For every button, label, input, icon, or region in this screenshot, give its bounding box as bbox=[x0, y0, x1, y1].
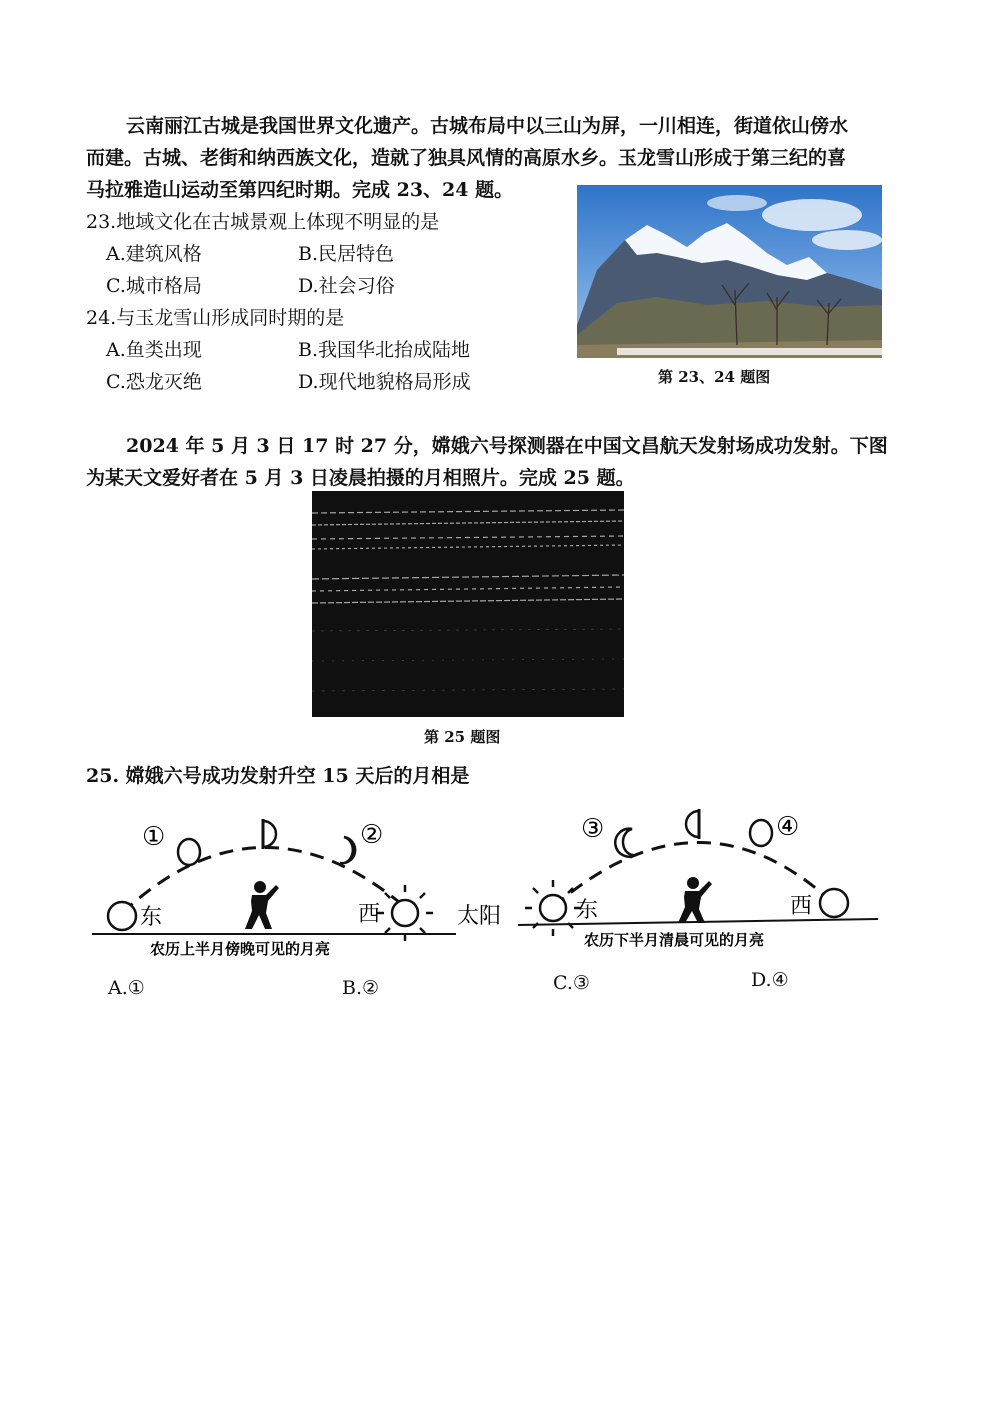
moon-phase-diagram bbox=[0, 795, 992, 1005]
left-caption: 农历上半月傍晚可见的月亮 bbox=[150, 940, 331, 958]
marker-2: ② bbox=[360, 820, 384, 850]
first-quarter-moon-icon bbox=[263, 821, 276, 847]
intro2-line2: 为某天文爱好者在 5 月 3 日凌晨拍摄的月相照片。完成 25 题。 bbox=[86, 467, 635, 489]
right-west-label: 西 bbox=[790, 894, 813, 919]
q23-option-b: B.民居特色 bbox=[298, 243, 395, 265]
fig2-caption: 第 25 题图 bbox=[424, 728, 501, 746]
q25-option-c: C.③ bbox=[553, 972, 590, 994]
gibbous-moon-icon bbox=[178, 839, 200, 865]
snow-mountain-photo bbox=[577, 185, 882, 358]
right-caption: 农历下半月清晨可见的月亮 bbox=[584, 931, 765, 949]
moon-phase-photo bbox=[312, 491, 624, 717]
intro2-line1: 2024 年 5 月 3 日 17 时 27 分，嫦娥六号探测器在中国文昌航天发射场成功发射。下图 bbox=[126, 435, 888, 457]
q25-option-b: B.② bbox=[342, 977, 380, 999]
q23-option-d: D.社会习俗 bbox=[298, 275, 395, 297]
waning-crescent-moon-icon bbox=[615, 829, 636, 857]
q24-stem: 24.与玉龙雪山形成同时期的是 bbox=[86, 307, 345, 329]
waning-gibbous-moon-icon bbox=[750, 820, 772, 846]
full-moon-right-icon bbox=[820, 889, 848, 917]
full-moon-icon bbox=[108, 902, 136, 930]
intro1-line1: 云南丽江古城是我国世界文化遗产。古城布局中以三山为屏，一川相连，街道依山傍水 bbox=[126, 115, 849, 137]
sun-icon-left bbox=[377, 885, 433, 941]
fig1-caption: 第 23、24 题图 bbox=[658, 368, 771, 386]
observer-icon-left bbox=[245, 881, 279, 929]
q24-option-a: A.鱼类出现 bbox=[106, 339, 202, 361]
q23-stem: 23.地域文化在古城景观上体现不明显的是 bbox=[86, 211, 440, 233]
q25-option-a: A.① bbox=[108, 977, 145, 999]
last-quarter-moon-icon bbox=[686, 811, 699, 837]
crescent-moon-icon bbox=[340, 837, 355, 863]
right-east-label: 东 bbox=[576, 898, 599, 923]
marker-3: ③ bbox=[581, 814, 605, 844]
q24-option-b: B.我国华北抬成陆地 bbox=[298, 339, 471, 361]
q23-option-c: C.城市格局 bbox=[106, 275, 202, 297]
q25-option-d: D.④ bbox=[751, 969, 789, 991]
sun-label: 太阳 bbox=[457, 904, 502, 929]
sun-icon-right bbox=[525, 880, 581, 936]
marker-4: ④ bbox=[776, 812, 800, 842]
intro1-line3: 马拉雅造山运动至第四纪时期。完成 23、24 题。 bbox=[86, 179, 514, 201]
observer-icon-right bbox=[678, 877, 712, 923]
left-east-label: 东 bbox=[140, 905, 163, 930]
q24-option-d: D.现代地貌格局形成 bbox=[298, 371, 471, 393]
q24-option-c: C.恐龙灭绝 bbox=[106, 371, 202, 393]
q25-stem: 25. 嫦娥六号成功发射升空 15 天后的月相是 bbox=[86, 765, 470, 787]
intro1-line2: 而建。古城、老街和纳西族文化，造就了独具风情的高原水乡。玉龙雪山形成于第三纪的喜 bbox=[86, 147, 847, 169]
q23-option-a: A.建筑风格 bbox=[106, 243, 202, 265]
left-west-label: 西 bbox=[358, 902, 381, 927]
marker-1: ① bbox=[142, 822, 166, 852]
